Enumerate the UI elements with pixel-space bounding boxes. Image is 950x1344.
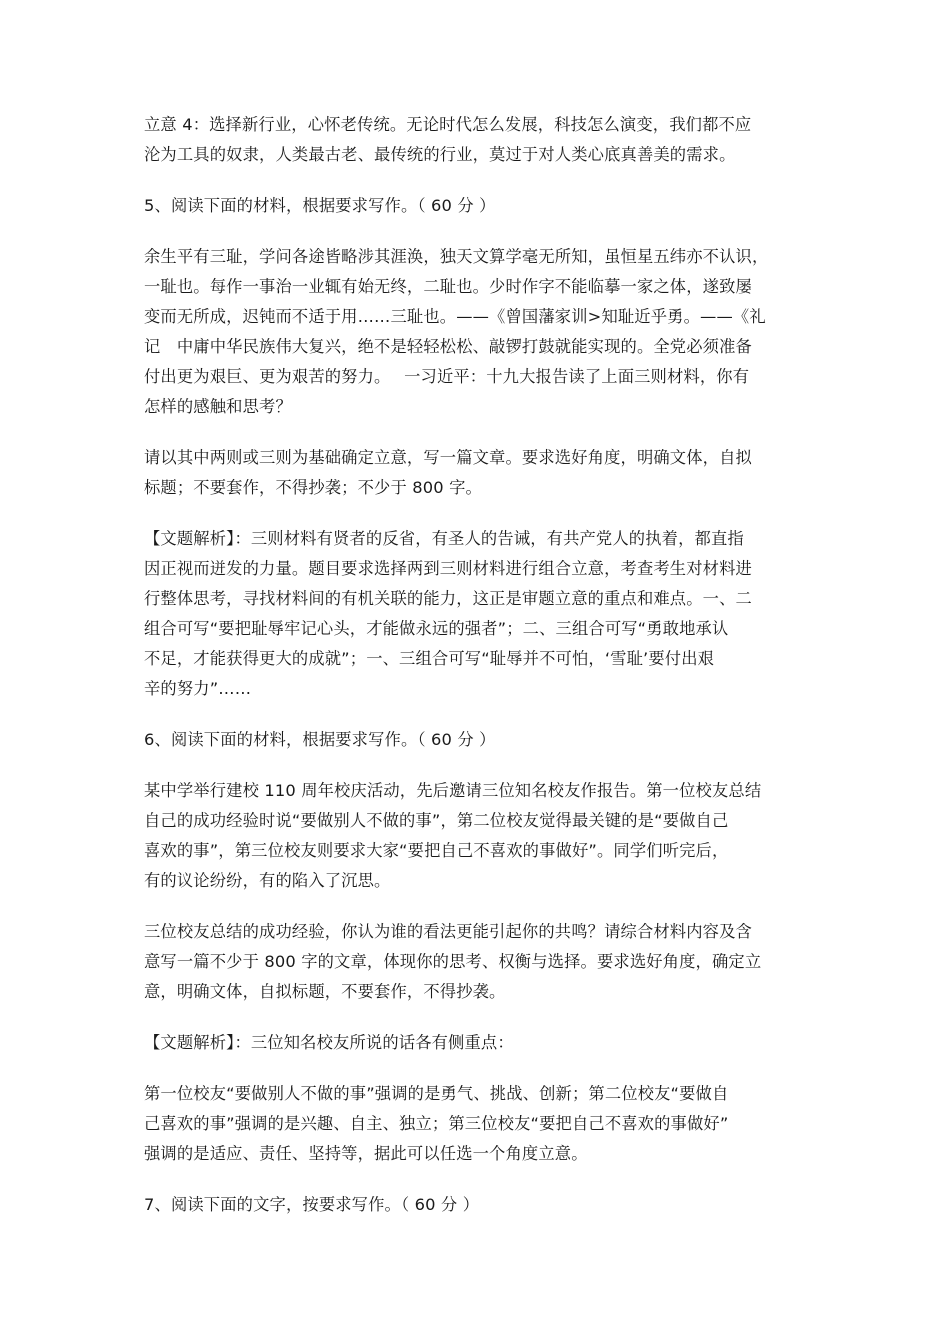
text-line: 记 中庸中华民族伟大复兴，绝不是轻轻松松、敲锣打鼓就能实现的。全党必须准备 [144, 337, 752, 356]
text-line: 立意 4：选择新行业，心怀老传统。无论时代怎么发展，科技怎么演变，我们都不应 [144, 115, 752, 134]
question-6-analysis-heading [144, 1028, 824, 1058]
text-line: 沦为工具的奴隶，人类最古老、最传统的行业，莫过于对人类心底真善美的需求。 [144, 145, 736, 164]
text-line: 喜欢的事”，第三位校友则要求大家“要把自己不喜欢的事做好”。同学们听完后， [144, 841, 729, 860]
text-line: 变而无所成，迟钝而不适于用……三耻也。——《曾国藩家训>知耻近乎勇。——《礼 [144, 307, 766, 326]
text-line: 意，明确文体，自拟标题，不要套作，不得抄袭。 [144, 982, 506, 1001]
text-line: 一耻也。每作一事治一业辄有始无终，二耻也。少时作字不能临摹一家之体，遂致屡 [144, 277, 752, 296]
text-line: 怎样的感触和思考？ [144, 397, 292, 416]
text-line: 标题；不要套作，不得抄袭；不少于 800 字。 [144, 478, 482, 497]
text-line: 某中学举行建校 110 周年校庆活动，先后邀请三位知名校友作报告。第一位校友总结 [144, 781, 762, 800]
document-page [144, 110, 824, 1241]
text-line: 【文题解析】：三则材料有贤者的反省，有圣人的告诫，有共产党人的执着，都直指 [144, 529, 744, 548]
question-5-heading [144, 191, 824, 221]
text-line: 不足，才能获得更大的成就”；一、三组合可写“耻辱并不可怕，‘雪耻’要付出艰 [144, 649, 715, 668]
question-5-analysis [144, 524, 824, 704]
text-line: 付出更为艰巨、更为艰苦的努力。 一习近平：十九大报告读了上面三则材料，你有 [144, 367, 750, 386]
text-line: 辛的努力”…… [144, 679, 252, 698]
paragraph-idea-4 [144, 110, 824, 170]
text-line: 意写一篇不少于 800 字的文章，体现你的思考、权衡与选择。要求选好角度，确定立 [144, 952, 762, 971]
text-line: 强调的是适应、责任、坚持等，据此可以任选一个角度立意。 [144, 1144, 588, 1163]
text-line: 有的议论纷纷，有的陷入了沉思。 [144, 871, 391, 890]
question-6-material [144, 776, 824, 896]
question-6-requirement [144, 917, 824, 1007]
text-line: 【文题解析】：三位知名校友所说的话各有侧重点： [144, 1033, 514, 1052]
text-line: 请以其中两则或三则为基础确定立意，写一篇文章。要求选好角度，明确文体，自拟 [144, 448, 752, 467]
text-line: 己喜欢的事”强调的是兴趣、自主、独立；第三位校友“要把自己不喜欢的事做好” [144, 1114, 729, 1133]
text-line: 6、阅读下面的材料，根据要求写作。（ 60 分 ） [144, 730, 496, 749]
text-line: 组合可写“要把耻辱牢记心头，才能做永远的强者”；二、三组合可写“勇敢地承认 [144, 619, 729, 638]
text-line: 第一位校友“要做别人不做的事”强调的是勇气、挑战、创新；第二位校友“要做自 [144, 1084, 729, 1103]
text-line: 行整体思考，寻找材料间的有机关联的能力，这正是审题立意的重点和难点。一、二 [144, 589, 752, 608]
text-line: 5、阅读下面的材料，根据要求写作。（ 60 分 ） [144, 196, 496, 215]
question-6-heading [144, 725, 824, 755]
question-7-heading [144, 1190, 824, 1220]
question-5-material [144, 242, 824, 422]
text-line: 余生平有三耻，学问各途皆略涉其涯涣，独天文算学毫无所知，虽恒星五纬亦不认识， [144, 247, 769, 266]
text-line: 自己的成功经验时说“要做别人不做的事”，第二位校友觉得最关键的是“要做自己 [144, 811, 729, 830]
question-5-requirement [144, 443, 824, 503]
text-line: 7、阅读下面的文字，按要求写作。（ 60 分 ） [144, 1195, 480, 1214]
text-line: 因正视而迸发的力量。题目要求选择两到三则材料进行组合立意，考查考生对材料进 [144, 559, 752, 578]
question-6-analysis [144, 1079, 824, 1169]
text-line: 三位校友总结的成功经验，你认为谁的看法更能引起你的共鸣？请综合材料内容及含 [144, 922, 752, 941]
